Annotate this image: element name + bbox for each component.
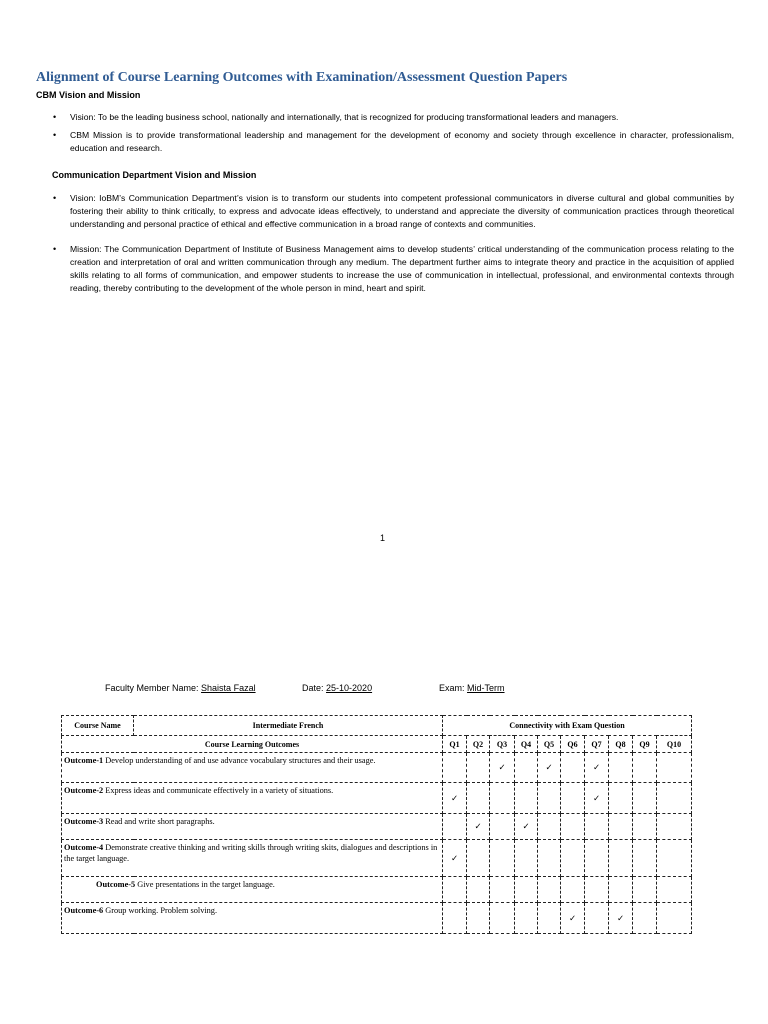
exam-value: Mid-Term (467, 683, 505, 693)
empty-cell (657, 814, 692, 840)
date-value: 25-10-2020 (326, 683, 373, 693)
page-number: 1 (380, 533, 386, 543)
question-header: Q5 (538, 736, 561, 753)
empty-cell (538, 903, 561, 934)
empty-cell (443, 877, 467, 903)
empty-cell (657, 783, 692, 814)
empty-cell (633, 783, 657, 814)
course-name-value: Intermediate French (134, 716, 443, 736)
empty-cell (490, 903, 515, 934)
empty-cell (657, 877, 692, 903)
empty-cell (609, 783, 633, 814)
clo-alignment-table (61, 715, 692, 934)
check-mark: ✓ (443, 840, 467, 877)
outcome-label: Outcome-5 (96, 880, 136, 889)
check-mark: ✓ (467, 814, 490, 840)
check-mark: ✓ (443, 783, 467, 814)
outcome-cell (62, 877, 443, 903)
page-title: Alignment of Course Learning Outcomes with Examination/Assessment Question Papers (36, 70, 568, 85)
date-info (302, 683, 372, 693)
empty-cell (633, 840, 657, 877)
outcome-text: Demonstrate creative thinking and writing skills through writing skits, dialogues and descriptions in the target language. (64, 843, 438, 863)
empty-cell (657, 753, 692, 783)
empty-cell (515, 877, 538, 903)
outcome-row (62, 753, 692, 783)
empty-cell (538, 877, 561, 903)
empty-cell (561, 783, 585, 814)
empty-cell (585, 814, 609, 840)
empty-cell (467, 753, 490, 783)
empty-cell (467, 903, 490, 934)
outcome-text: Give presentations in the target language. (137, 880, 275, 889)
comm-list (52, 192, 734, 295)
question-header: Q10 (657, 736, 692, 753)
outcome-text: Express ideas and communicate effectively in a variety of situations. (105, 786, 334, 795)
empty-cell (490, 840, 515, 877)
question-header: Q9 (633, 736, 657, 753)
outcome-cell (62, 814, 443, 840)
outcome-cell (62, 753, 443, 783)
empty-cell (633, 903, 657, 934)
cbm-vision: • Vision: To be the leading business school, nationally and internationally, that is recognized for producing transformational leaders and managers. (52, 111, 734, 124)
exam-info (439, 683, 505, 693)
empty-cell (585, 840, 609, 877)
outcome-label: Outcome-4 (64, 843, 104, 852)
empty-cell (490, 783, 515, 814)
empty-cell (633, 877, 657, 903)
outcome-text: Develop understanding of and use advance vocabulary structures and their usage. (105, 756, 376, 765)
cbm-mission: • CBM Mission is to provide transformational leadership and management for the development of economy and society through excellence in character, professionalism, education and research. (52, 129, 734, 155)
check-mark: ✓ (515, 814, 538, 840)
outcome-row (62, 814, 692, 840)
empty-cell (515, 903, 538, 934)
outcome-text: Group working. Problem solving. (105, 906, 218, 915)
faculty-value: Shaista Fazal (201, 683, 256, 693)
empty-cell (538, 814, 561, 840)
course-name-label: Course Name (62, 716, 134, 736)
empty-cell (633, 753, 657, 783)
outcome-label: Outcome-1 (64, 756, 104, 765)
faculty-info (105, 683, 256, 693)
empty-cell (538, 783, 561, 814)
question-header: Q2 (467, 736, 490, 753)
check-mark: ✓ (585, 783, 609, 814)
exam-label: Exam: (439, 683, 465, 693)
faculty-label: Faculty Member Name: (105, 683, 199, 693)
connectivity-label: Connectivity with Exam Question (443, 716, 692, 736)
clo-label: Course Learning Outcomes (62, 736, 443, 753)
empty-cell (443, 814, 467, 840)
cbm-heading: CBM Vision and Mission (36, 90, 141, 100)
empty-cell (609, 840, 633, 877)
empty-cell (609, 814, 633, 840)
outcome-cell (62, 903, 443, 934)
empty-cell (561, 840, 585, 877)
comm-vision: • Vision: IoBM’s Communication Department’s vision is to transform our students into competent professional communicators in diverse cultural and global communities by fostering their ability to think critically, to express and advocate ideas effectively, to understand and appreciate the diversity of communication practices through theoretical understanding and personal practice of ethical and effective communication in a broad range of contexts and communities. (52, 192, 734, 232)
outcome-text: Read and write short paragraphs. (105, 817, 215, 826)
question-header: Q1 (443, 736, 467, 753)
check-mark: ✓ (561, 903, 585, 934)
outcome-row (62, 903, 692, 934)
question-header: Q7 (585, 736, 609, 753)
empty-cell (585, 903, 609, 934)
check-mark: ✓ (538, 753, 561, 783)
empty-cell (443, 753, 467, 783)
empty-cell (561, 877, 585, 903)
empty-cell (633, 814, 657, 840)
empty-cell (443, 903, 467, 934)
outcome-row (62, 877, 692, 903)
empty-cell (609, 877, 633, 903)
empty-cell (515, 783, 538, 814)
outcome-label: Outcome-6 (64, 906, 104, 915)
empty-cell (467, 877, 490, 903)
outcome-label: Outcome-3 (64, 817, 104, 826)
outcome-cell (62, 840, 443, 877)
check-mark: ✓ (585, 753, 609, 783)
empty-cell (515, 753, 538, 783)
empty-cell (467, 840, 490, 877)
outcome-row (62, 783, 692, 814)
check-mark: ✓ (609, 903, 633, 934)
check-mark: ✓ (490, 753, 515, 783)
outcome-cell (62, 783, 443, 814)
outcome-label: Outcome-2 (64, 786, 104, 795)
question-header: Q4 (515, 736, 538, 753)
empty-cell (538, 840, 561, 877)
empty-cell (657, 840, 692, 877)
empty-cell (490, 814, 515, 840)
comm-heading: Communication Department Vision and Mission (52, 170, 257, 180)
question-header: Q6 (561, 736, 585, 753)
empty-cell (561, 814, 585, 840)
cbm-list (52, 111, 734, 156)
comm-mission: • Mission: The Communication Department of Institute of Business Management aims to develop students’ critical understanding of the communication process relating to the creation and interpretation of oral and written communication through any medium. The department further aims to integrate theory and practice in the acquisition of applied skills relating to all forms of communication, and empower students to increase the use of communication in intellectual, professional, and environmental contexts through reading, thereby contributing to the development of the whole person in mind, heart and spirit. (52, 243, 734, 296)
empty-cell (585, 877, 609, 903)
empty-cell (467, 783, 490, 814)
empty-cell (561, 753, 585, 783)
question-header: Q8 (609, 736, 633, 753)
outcome-row (62, 840, 692, 877)
empty-cell (515, 840, 538, 877)
empty-cell (657, 903, 692, 934)
empty-cell (609, 753, 633, 783)
date-label: Date: (302, 683, 324, 693)
question-header: Q3 (490, 736, 515, 753)
empty-cell (490, 877, 515, 903)
